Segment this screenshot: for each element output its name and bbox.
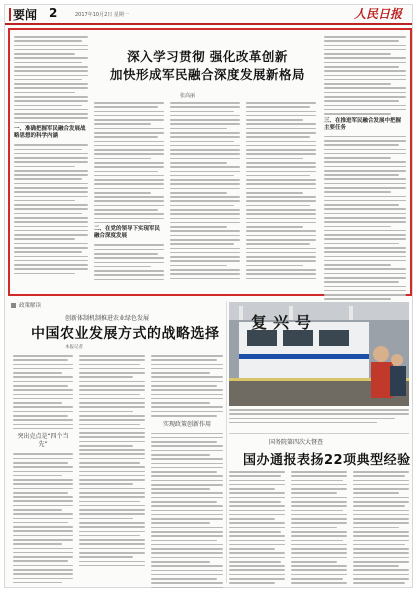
agri-inner-head-2: 实现政策创新作用 bbox=[162, 420, 211, 428]
sc-text-column-2 bbox=[291, 471, 347, 587]
state-council-kicker: 国务院第四次大督查 bbox=[269, 439, 324, 446]
newspaper-page bbox=[4, 4, 413, 588]
sc-text-column-3 bbox=[353, 471, 409, 587]
agri-text-column-3 bbox=[151, 355, 223, 591]
sc-text-column-1 bbox=[229, 471, 285, 587]
agri-kicker: 创新体制机制推进农业绿色发展 bbox=[65, 315, 150, 322]
lead-article-title[interactable] bbox=[80, 48, 335, 84]
lead-subhead-c: 三、在推进军民融合发展中把握主要任务 bbox=[324, 117, 402, 131]
agri-byline: 本报记者 bbox=[65, 345, 83, 350]
lead-text-column-2 bbox=[94, 102, 164, 283]
lead-title-line-1: 深入学习贯彻 强化改革创新 bbox=[127, 49, 288, 64]
train-sign: 复兴号 bbox=[251, 313, 318, 332]
masthead bbox=[5, 5, 412, 25]
lead-text-column-4 bbox=[246, 102, 316, 282]
lead-text-column-1 bbox=[14, 36, 88, 277]
fuxing-train-photo[interactable] bbox=[229, 302, 409, 406]
lead-subhead-b: 二、在党的领导下实现军民融合深度发展 bbox=[94, 226, 161, 240]
photo-caption bbox=[229, 409, 409, 426]
agri-text-column-2 bbox=[79, 355, 145, 569]
section-divider-right bbox=[229, 433, 409, 434]
section-bar bbox=[9, 8, 11, 21]
lead-text-column-3 bbox=[170, 102, 240, 282]
tag-square-icon bbox=[11, 303, 16, 308]
agri-text-column-1 bbox=[13, 355, 73, 586]
lead-text-column-5 bbox=[324, 36, 406, 324]
agri-title[interactable]: 中国农业发展方式的战略选择 bbox=[31, 326, 220, 342]
agri-inner-head-1: 突出克点是“四个当先” bbox=[17, 433, 69, 449]
issue-date: 2017年10月2日 星期一 bbox=[75, 12, 129, 18]
section-name: 要闻 bbox=[13, 8, 38, 22]
page-number: 2 bbox=[49, 6, 58, 20]
column-divider bbox=[226, 301, 227, 583]
policy-tag: 政策解读 bbox=[19, 303, 42, 309]
state-council-title[interactable]: 国办通报表扬22项典型经验 bbox=[243, 453, 411, 468]
policy-tag-bar bbox=[11, 301, 41, 309]
lead-subhead-a: 一、准确把握军民融合发展战略思想的科学内涵 bbox=[14, 126, 86, 140]
paper-logo: 人民日报 bbox=[353, 7, 402, 21]
lead-article-highlight[interactable] bbox=[8, 28, 412, 296]
lead-title-line-2: 加快形成军民融合深度发展新格局 bbox=[109, 67, 305, 82]
lead-article-byline: 张高丽 bbox=[180, 93, 196, 99]
